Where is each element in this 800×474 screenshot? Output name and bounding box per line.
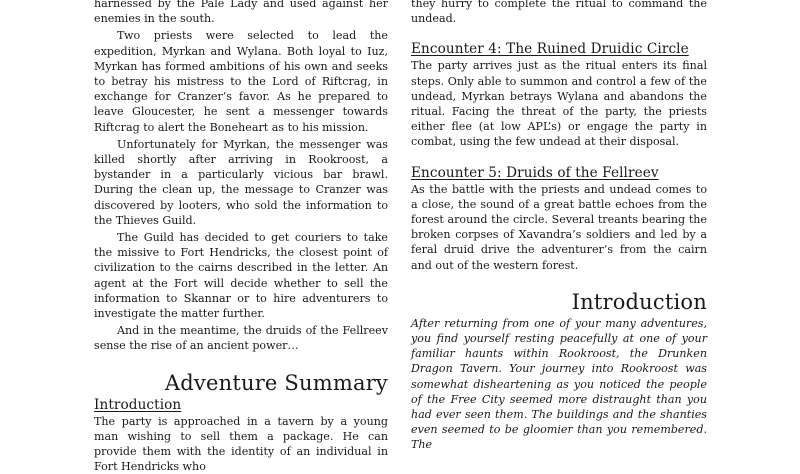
encounter4-text: The party arrives just as the ritual enters its final steps. Only able to summon and control a few of the undead, Myrkan betrays Wylana and abandons the ritual. Facing the threat of the party, the priests either flee (at low APL’s) or engage the party in combat, using the few undead at their disposal.	[411, 59, 707, 149]
left-column	[94, 0, 388, 474]
encounter5-heading: Encounter 5: Druids of the Fellreev	[411, 164, 659, 181]
adventure-summary-heading: Adventure Summary	[164, 370, 388, 395]
introduction-heading: Introduction	[571, 289, 707, 314]
left-paragraph-5: And in the meantime, the druids of the Fellreev sense the rise of an ancient power…	[94, 324, 388, 353]
encounter5-text: As the battle with the priests and undead comes to a close, the sound of a great battle echoes from the forest around the circle. Several treants bearing the broken corpses of Xavandra’s soldiers and led by a feral druid drive the adventurer’s from the cairn and out of the western forest.	[411, 182, 707, 272]
left-paragraph-3: Unfortunately for Myrkan, the messenger was killed shortly after arriving in Rookroost, a bystander in a particularly vicious bar brawl. During the clean up, the message to Cranzer was discovered by looters, who sold the information to the Thieves Guild.	[94, 137, 388, 227]
boxed-read-aloud-text	[411, 316, 707, 453]
introduction-summary-text: The party is approached in a tavern by a young man wishing to sell them a package. He can provide them with the identity of an individual in Fort Hendricks who	[94, 414, 388, 474]
right-column	[411, 0, 707, 453]
encounter4-heading: Encounter 4: The Ruined Druidic Circle	[411, 41, 689, 58]
introduction-read-aloud: After returning from one of your many adventures, you find yourself resting peacefully at one of your familiar haunts within Rookroost, the Drunken Dragon Tavern. Your journey into Rookroost was somewhat disheartening as you noticed the people of the Free City seemed more distraught than you had ever seen them. The buildings and the shanties even seemed to be gloomier than you remembered. The	[411, 316, 707, 452]
encounter3-continuation: they hurry to complete the ritual to command the undead.	[411, 0, 707, 26]
left-paragraph-1: harnessed by the Pale Lady and used against her enemies in the south.	[94, 0, 388, 26]
left-paragraph-4: The Guild has decided to get couriers to take the missive to Fort Hendricks, the closest point of civilization to the cairns described in the letter. An agent at the Fort will decide whether to sell the information to Skannar or to hire adventurers to investigate the matter further.	[94, 231, 388, 321]
left-paragraph-2: Two priests were selected to lead the expedition, Myrkan and Wylana. Both loyal to Iuz, Myrkan has formed ambitions of his own and seeks to betray his mistress to the Lord of Riftcrag, in exchange for Cranzer’s favor. As he prepared to leave Gloucester, he sent a messenger towards Riftcrag to alert the Boneheart as to his mission.	[94, 29, 388, 134]
introduction-subheading: Introduction	[94, 396, 182, 413]
